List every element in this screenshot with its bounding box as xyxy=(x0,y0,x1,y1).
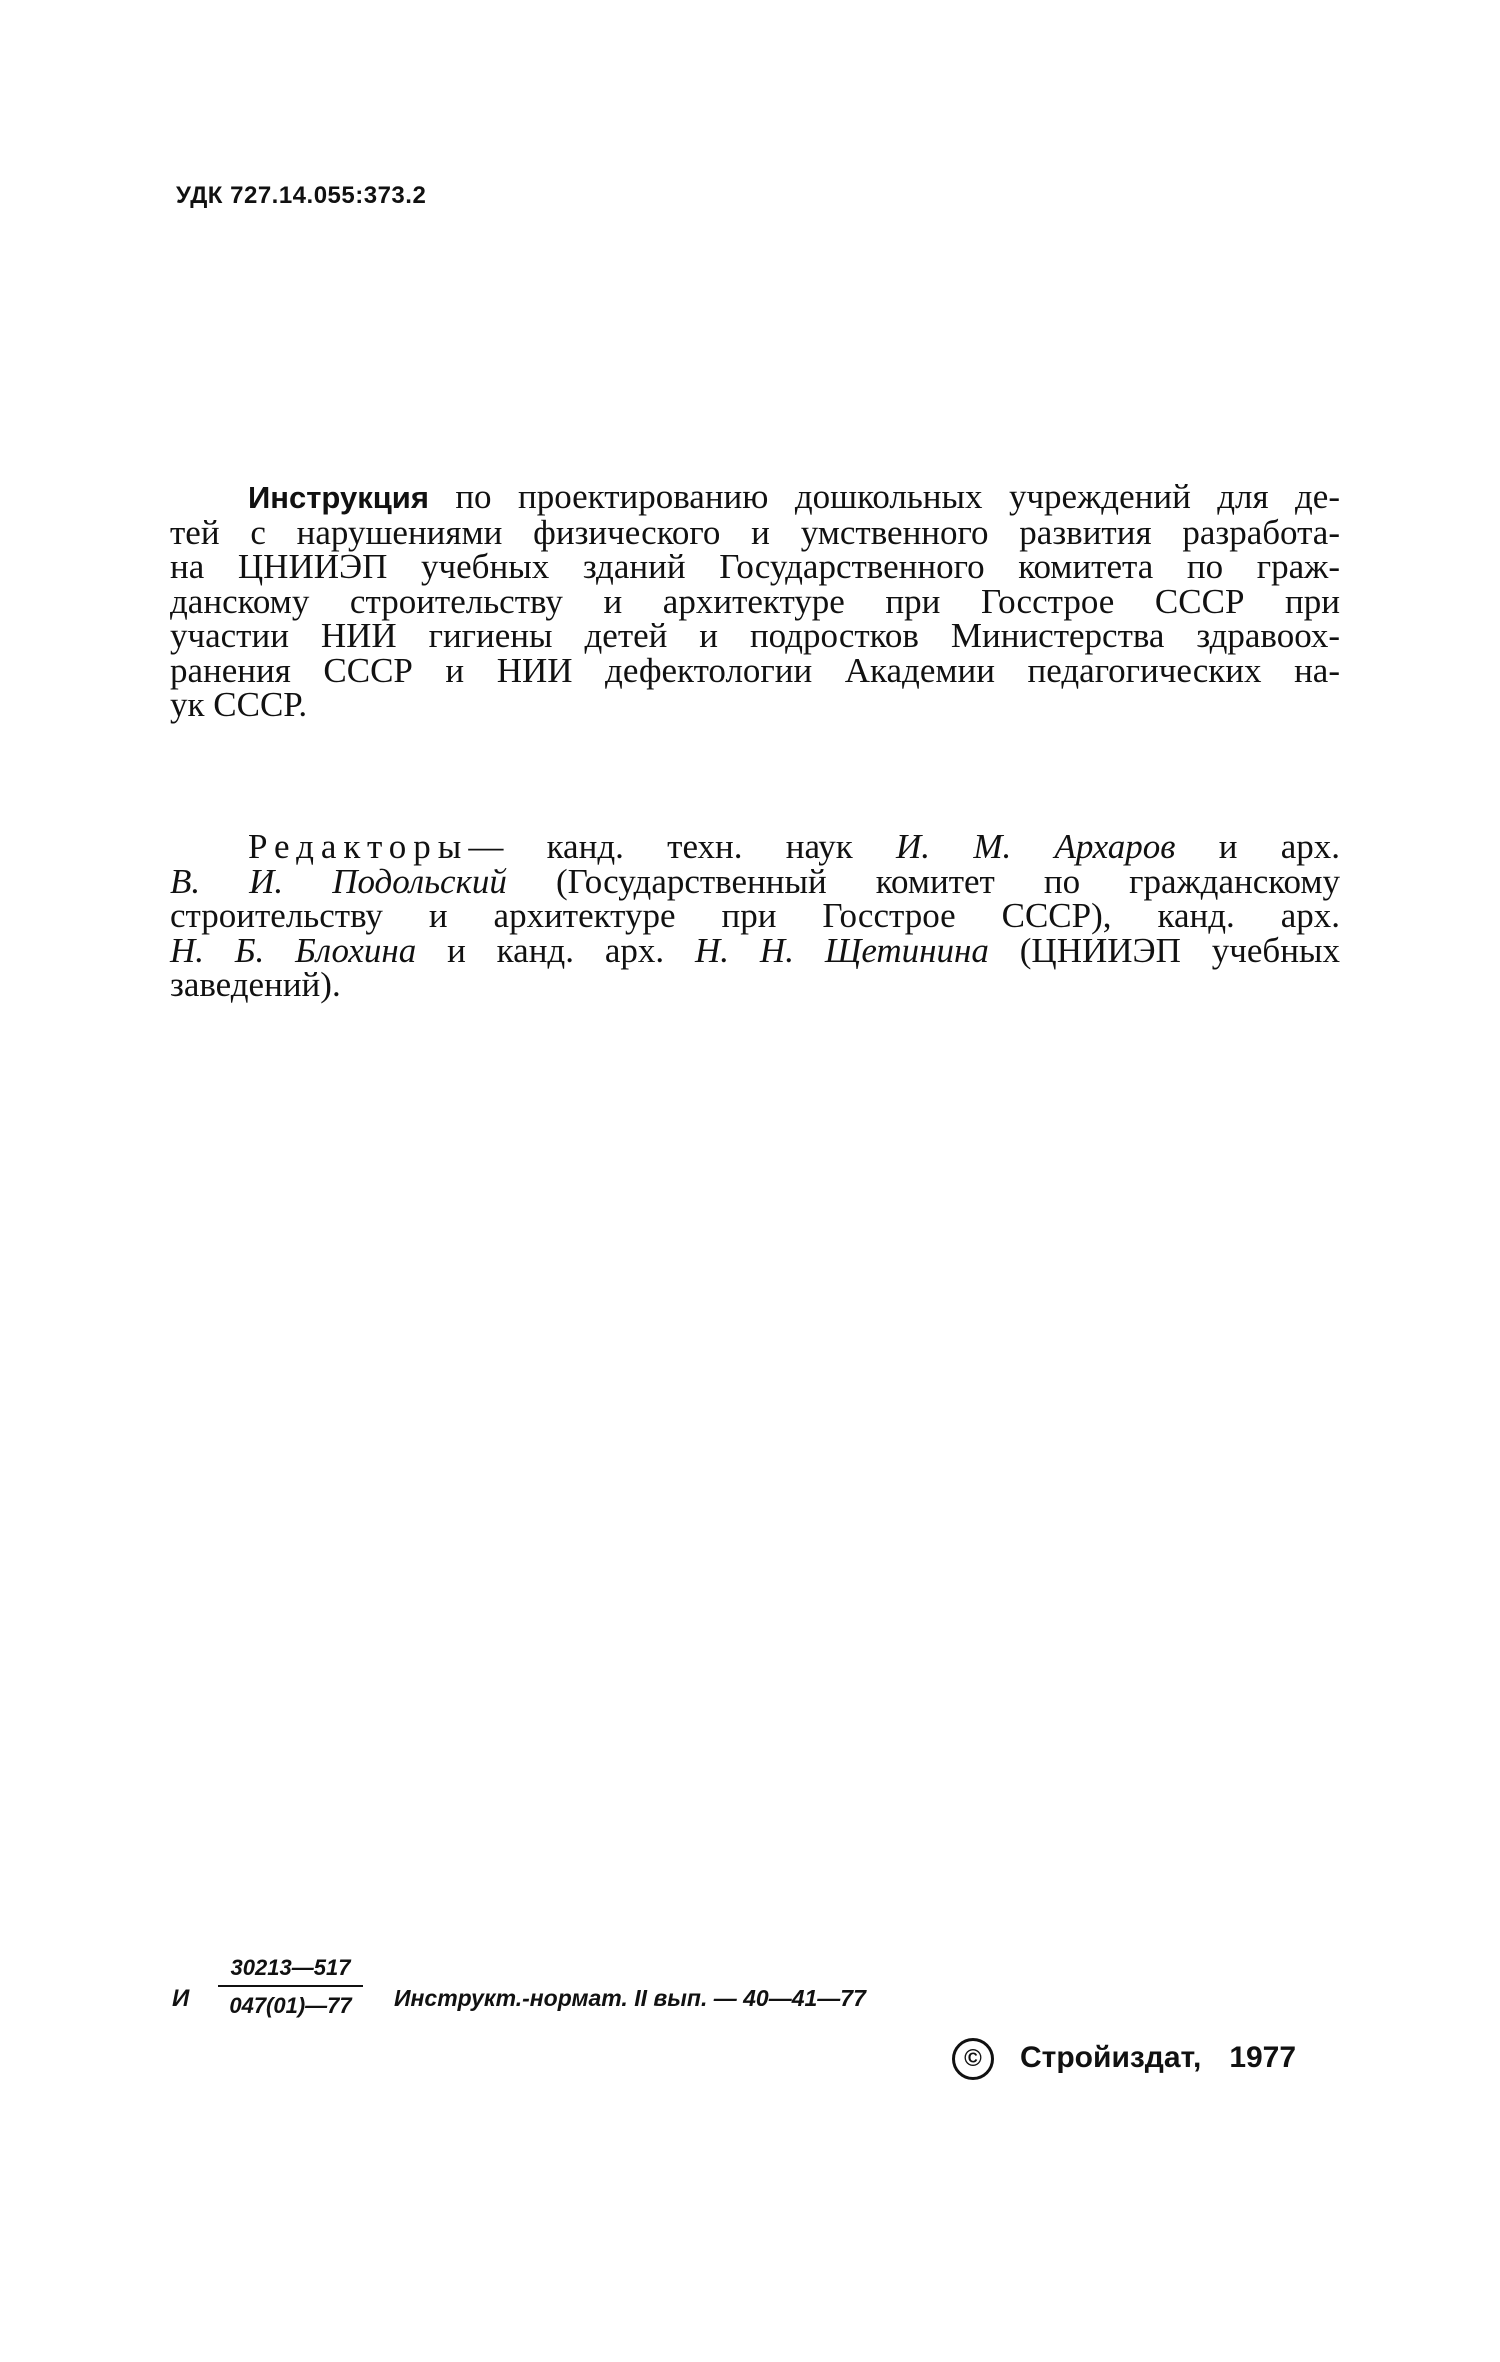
editors-paragraph xyxy=(170,827,1341,1004)
imprint-numerator: 30213—517 xyxy=(218,1955,363,1987)
editors-line-1-rest: — канд. техн. наук xyxy=(468,827,897,866)
description-paragraph xyxy=(170,477,1340,724)
editors-line-4 xyxy=(170,930,1340,970)
imprint-fraction xyxy=(218,1955,363,2019)
description-line-4: данскому строительству и архитектуре при Госстрое СССР при xyxy=(170,581,1340,621)
description-line-6: ранения СССР и НИИ дефектологии Академии педагогических на- xyxy=(170,650,1340,690)
editor-name-3: Н. Б. Блохина xyxy=(170,930,417,970)
publication-year: 1977 xyxy=(1229,2040,1297,2074)
description-line-1-text: по проектированию дошкольных учреждений для де- xyxy=(428,477,1340,516)
editors-line-2-rest: (Государственный комитет по гражданскому xyxy=(506,861,1340,901)
description-line-5: участии НИИ гигиены детей и подростков Министерства здравоох- xyxy=(170,616,1340,655)
imprint-denominator: 047(01)—77 xyxy=(229,1993,352,2018)
publisher-name: Стройиздат, xyxy=(1020,2040,1202,2074)
description-line-7: ук СССР. xyxy=(170,685,308,724)
editors-line-1-end: и арх. xyxy=(1175,827,1341,866)
udk-code: УДК 727.14.055:373.2 xyxy=(176,182,427,209)
editors-line-4-mid: и канд. арх. xyxy=(416,930,696,970)
editors-lead: Редакторы xyxy=(248,827,469,866)
editors-line-3: строительству и архитектуре при Госстрое СССР), канд. арх. xyxy=(170,896,1340,935)
copyright-icon: © xyxy=(952,2038,994,2080)
description-lead: Инструкция xyxy=(248,480,429,515)
editor-name-1: И. М. Архаров xyxy=(896,827,1176,866)
copyright-line xyxy=(952,2038,1296,2080)
editors-line-2 xyxy=(170,861,1340,901)
editors-line-4-end: (ЦНИИЭП учебных xyxy=(988,930,1340,970)
editors-line-1 xyxy=(170,827,1341,866)
imprint-series: Инструкт.-нормат. II вып. — 40—41—77 xyxy=(394,1985,866,2011)
editor-name-2: В. И. Подольский xyxy=(170,861,507,901)
imprint-letter: И xyxy=(172,1985,190,2012)
editor-name-4: Н. Н. Щетинина xyxy=(695,930,989,970)
editors-line-5: заведений). xyxy=(170,965,341,1004)
description-line-1 xyxy=(170,477,1340,516)
description-line-3: на ЦНИИЭП учебных зданий Государственного комитета по граж- xyxy=(170,547,1340,586)
description-line-2: тей с нарушениями физического и умственного развития разработа- xyxy=(170,512,1340,552)
